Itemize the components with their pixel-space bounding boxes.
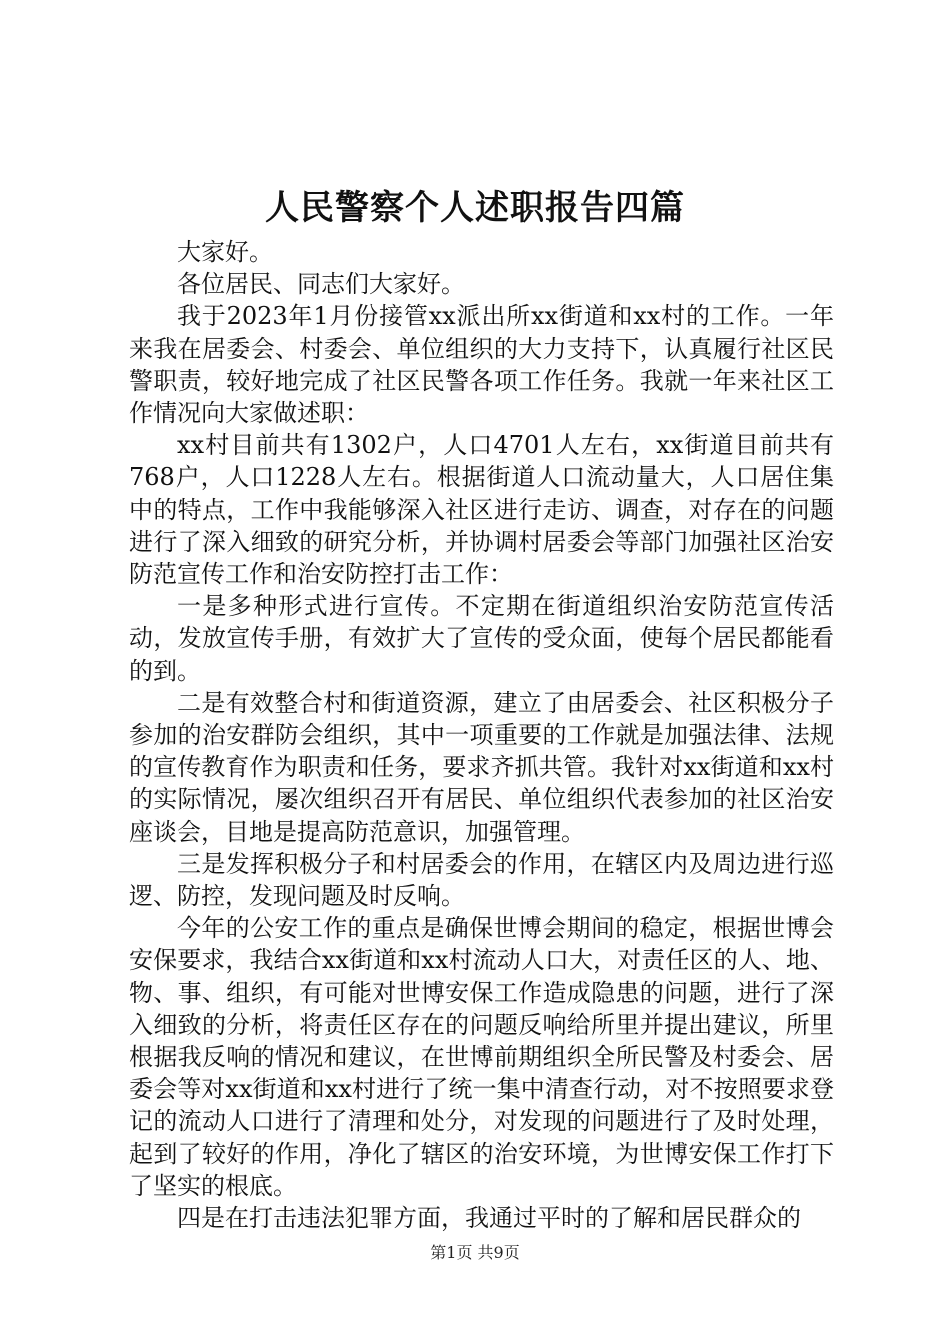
paragraph-salutation: 各位居民、同志们大家好。 [177,270,465,299]
paragraph-point-three: 三是发挥积极分子和村居委会的作用，在辖区内及周边进行巡逻、防控，发现问题及时反响。 [129,849,834,911]
paragraph-population: xx村目前共有1302户，人口4701人左右，xx街道目前共有768户，人口1228人左右。根据街道人口流动量大，人口居住集中的特点，工作中我能够深入社区进行走访、调查，对存在的问题进行了深入细致的研究分析，并协调村居委会等部门加强社区治安防范宣传工作和治安防控打击工作： [129,431,834,589]
page-footer: 第1页 共9页 [430,1243,520,1262]
paragraph-point-four: 四是在打击违法犯罪方面，我通过平时的了解和居民群众的 [177,1204,801,1233]
paragraph-intro: 我于2023年1月份接管xx派出所xx街道和xx村的工作。一年来我在居委会、村委会、单位组织的大力支持下，认真履行社区民警职责，较好地完成了社区民警各项工作任务。我就一年来社区工作情况向大家做述职： [129,302,834,428]
document-body [129,236,834,1234]
paragraph-greeting: 大家好。 [177,238,273,266]
document-title: 人民警察个人述职报告四篇 [265,188,685,228]
paragraph-point-one: 一是多种形式进行宣传。不定期在街道组织治安防范宣传活动，发放宣传手册，有效扩大了宣传的受众面，使每个居民都能看的到。 [129,592,834,685]
paragraph-point-two: 二是有效整合村和街道资源，建立了由居委会、社区积极分子参加的治安群防会组织，其中一项重要的工作就是加强法律、法规的宣传教育作为职责和任务，要求齐抓共管。我针对xx街道和xx村的实际情况，屡次组织召开有居民、单位组织代表参加的社区治安座谈会，目地是提高防范意识，加强管理。 [129,688,834,846]
paragraph-expo-security: 今年的公安工作的重点是确保世博会期间的稳定，根据世博会安保要求，我结合xx街道和xx村流动人口大，对责任区的人、地、物、事、组织，有可能对世博安保工作造成隐患的问题，进行了深入细致的分析，将责任区存在的问题反响给所里并提出建议，所里根据我反响的情况和建议，在世博前期组织全所民警及村委会、居委会等对xx街道和xx村进行了统一集中清查行动，对不按照要求登记的流动人口进行了清理和处分，对发现的问题进行了及时处理，起到了较好的作用，净化了辖区的治安环境，为世博安保工作打下了坚实的根底。 [129,914,834,1200]
